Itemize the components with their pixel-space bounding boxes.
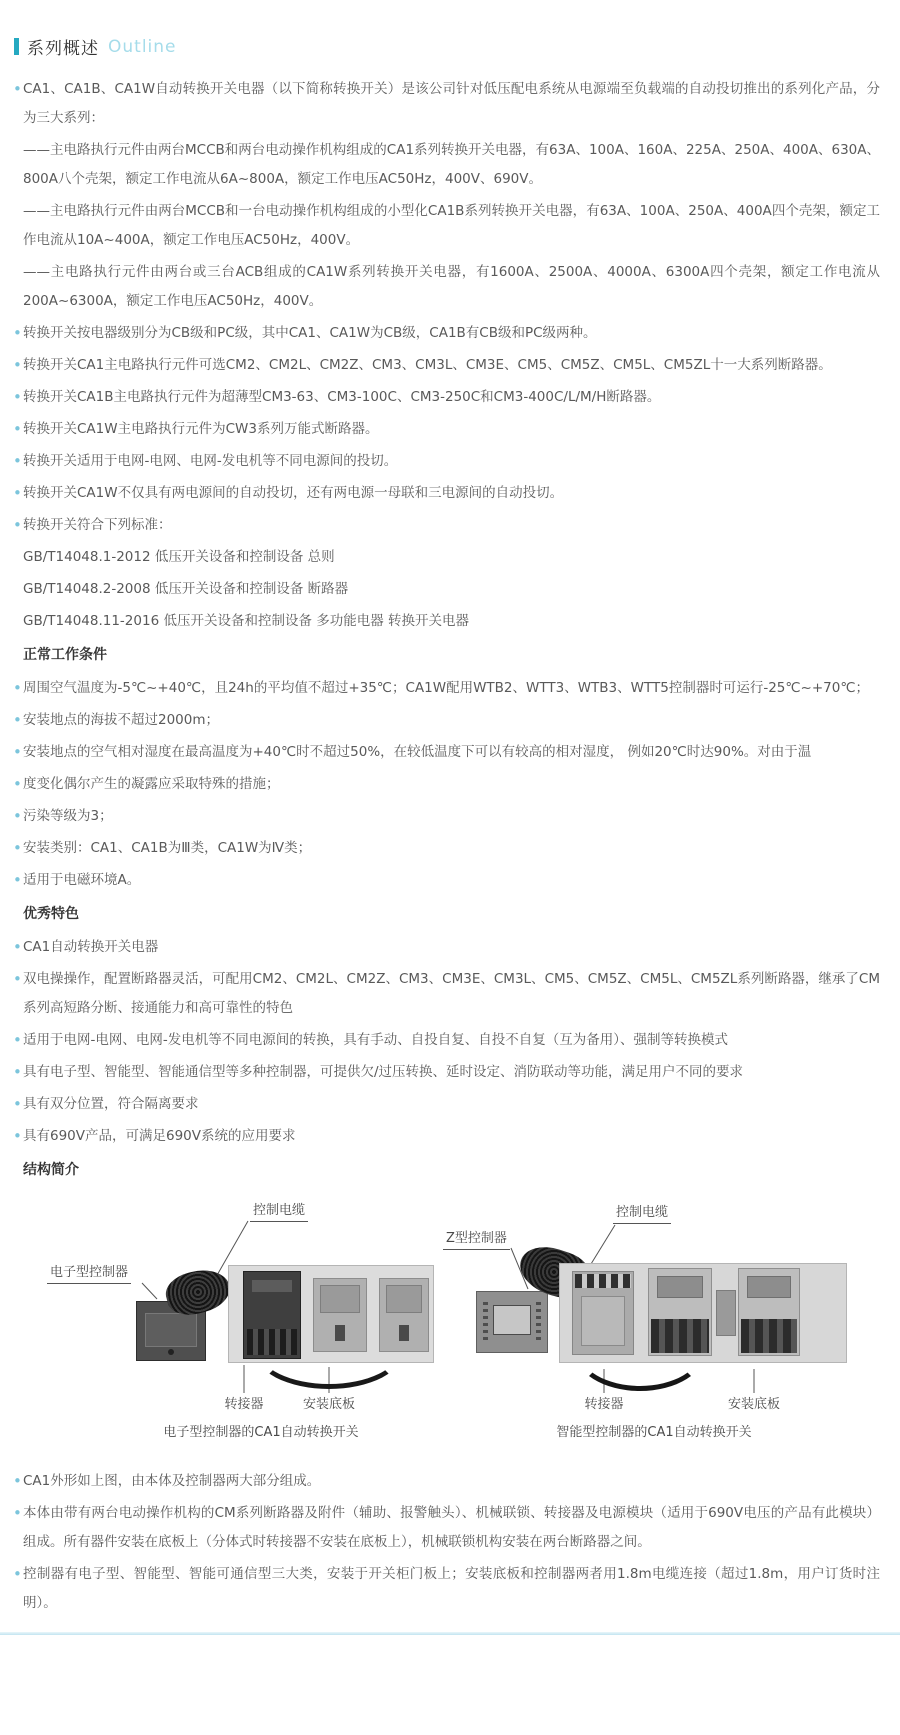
overview-paragraph: • 转换开关按电器级别分为CB级和PC级，其中CA1、CA1W为CB级，CA1B有CB级和PC级两种。: [14, 319, 880, 348]
section-heading-features: 优秀特色: [23, 906, 79, 922]
overview-paragraph: • 转换开关CA1W主电路执行元件为CW3系列万能式断路器。: [14, 415, 880, 444]
feature-item: • 具有电子型、智能型、智能通信型等多种控制器，可提供欠/过压转换、延时设定、消防联动等功能，满足用户不同的要求: [14, 1058, 880, 1087]
section-heading-structure: 结构简介: [23, 1162, 79, 1178]
figure-label-adapter-left: 转接器: [224, 1397, 264, 1412]
mechanical-interlock-photo: [716, 1290, 736, 1336]
figure-label-baseplate-left: 安装底板: [302, 1397, 356, 1412]
overview-paragraph: ——主电路执行元件由两台MCCB和一台电动操作机构组成的小型化CA1B系列转换开关电器，有63A、100A、250A、400A四个壳架，额定工作电流从10A~400A，额定工作电压AC50Hz，400V。: [23, 203, 880, 248]
condition-item: • 安装地点的海拔不超过2000m；: [14, 706, 880, 735]
structure-figures: [14, 1191, 880, 1453]
overview-paragraph: • 转换开关适用于电网-电网、电网-发电机等不同电源间的投切。: [14, 447, 880, 476]
figure-label-baseplate-right: 安装底板: [727, 1397, 781, 1412]
feature-item: • 适用于电网-电网、电网-发电机等不同电源间的转换，具有手动、自投自复、自投不自复（互为备用）、强制等转换模式: [14, 1026, 880, 1055]
figure-label-adapter-right: 转接器: [584, 1397, 624, 1412]
feature-item: • CA1自动转换开关电器: [14, 933, 880, 962]
standard-line: GB/T14048.2-2008 低压开关设备和控制设备 断路器: [23, 581, 349, 597]
condition-item: • 安装类别：CA1、CA1B为Ⅲ类，CA1W为Ⅳ类；: [14, 834, 880, 863]
structure-note: • 控制器有电子型、智能型、智能可通信型三大类，安装于开关柜门板上；安装底板和控制器两者用1.8m电缆连接（超过1.8m，用户订货时注明）。: [14, 1560, 880, 1618]
bottom-divider: [0, 1632, 900, 1635]
overview-paragraph: • 转换开关CA1W不仅具有两电源间的自动投切，还有两电源一母联和三电源间的自动投切。: [14, 479, 880, 508]
page-title: 系列概述: [27, 39, 99, 59]
power-cable-loop-right: [574, 1309, 706, 1391]
overview-paragraph: ——主电路执行元件由两台或三台ACB组成的CA1W系列转换开关电器，有1600A、2500A、4000A、6300A四个壳架，额定工作电流从200A~6300A，额定工作电压AC50Hz，400V。: [23, 264, 880, 309]
condition-item: • 污染等级为3；: [14, 802, 880, 831]
condition-item: • 适用于电磁环境A。: [14, 866, 880, 895]
figure-label-control-cable-left: 控制电缆: [250, 1203, 308, 1222]
structure-note: • 本体由带有两台电动操作机构的CM系列断路器及附件（辅助、报警触头）、机械联锁、转接器及电源模块（适用于690V电压的产品有此模块）组成。所有器件安装在底板上（分体式时转接器不安装在底板上），机械联锁机构安装在两台断路器之间。: [14, 1499, 880, 1557]
page-title-en: Outline: [108, 36, 177, 57]
overview-paragraph: ——主电路执行元件由两台MCCB和两台电动操作机构组成的CA1系列转换开关电器，有63A、100A、160A、225A、250A、400A、630A、800A八个壳架，额定工作电流从6A~800A，额定工作电压AC50Hz，400V、690V。: [23, 142, 880, 187]
overview-paragraph: • 转换开关CA1主电路执行元件可选CM2、CM2L、CM2Z、CM3、CM3L、CM3E、CM5、CM5Z、CM5L、CM5ZL十一大系列断路器。: [14, 351, 880, 380]
feature-item: • 具有690V产品，可满足690V系统的应用要求: [14, 1122, 880, 1151]
power-cable-loop-left: [254, 1311, 404, 1389]
overview-paragraph: • 转换开关符合下列标准：: [14, 511, 880, 540]
intelligent-controller-photo: [476, 1291, 548, 1353]
controller-knob: [168, 1349, 174, 1355]
standard-line: GB/T14048.1-2012 低压开关设备和控制设备 总则: [23, 549, 335, 565]
condition-item: • 度变化偶尔产生的凝露应采取特殊的措施；: [14, 770, 880, 799]
figure-label-electronic-controller: 电子型控制器: [47, 1265, 131, 1284]
section-heading-conditions: 正常工作条件: [23, 647, 107, 663]
controller-display: [493, 1305, 531, 1335]
overview-paragraph: • 转换开关CA1B主电路执行元件为超薄型CM3-63、CM3-100C、CM3-250C和CM3-400C/L/M/H断路器。: [14, 383, 880, 412]
figure-label-control-cable-right: 控制电缆: [613, 1205, 671, 1224]
figure-label-z-controller: Z型控制器: [443, 1231, 510, 1250]
feature-item: • 具有双分位置，符合隔离要求: [14, 1090, 880, 1119]
structure-note: • CA1外形如上图，由本体及控制器两大部分组成。: [14, 1467, 880, 1496]
feature-item: • 双电操操作，配置断路器灵活，可配用CM2、CM2L、CM2Z、CM3、CM3E、CM3L、CM5、CM5Z、CM5L、CM5ZL系列断路器，继承了CM系列高短路分断、接通能力和高可靠性的特色: [14, 965, 880, 1023]
accent-bar: [14, 38, 19, 55]
section-header: [14, 34, 880, 59]
controller-faceplate: [145, 1313, 197, 1347]
figure-caption-right: 智能型控制器的CA1自动转换开关: [556, 1425, 752, 1440]
condition-item: • 安装地点的空气相对湿度在最高温度为+40℃时不超过50%，在较低温度下可以有较高的相对湿度， 例如20℃时达90%。对由于温: [14, 738, 880, 767]
figure-caption-left: 电子型控制器的CA1自动转换开关: [163, 1425, 359, 1440]
condition-item: • 周围空气温度为-5℃~+40℃，且24h的平均值不超过+35℃；CA1W配用WTB2、WTT3、WTB3、WTT5控制器时可运行-25℃~+70℃；: [14, 674, 880, 703]
standard-line: GB/T14048.11-2016 低压开关设备和控制设备 多功能电器 转换开关电器: [23, 613, 470, 629]
overview-paragraph: • CA1、CA1B、CA1W自动转换开关电器（以下简称转换开关）是该公司针对低压配电系统从电源端至负载端的自动投切推出的系列化产品，分为三大系列：: [14, 75, 880, 133]
breaker-unit-photo: [738, 1268, 800, 1356]
